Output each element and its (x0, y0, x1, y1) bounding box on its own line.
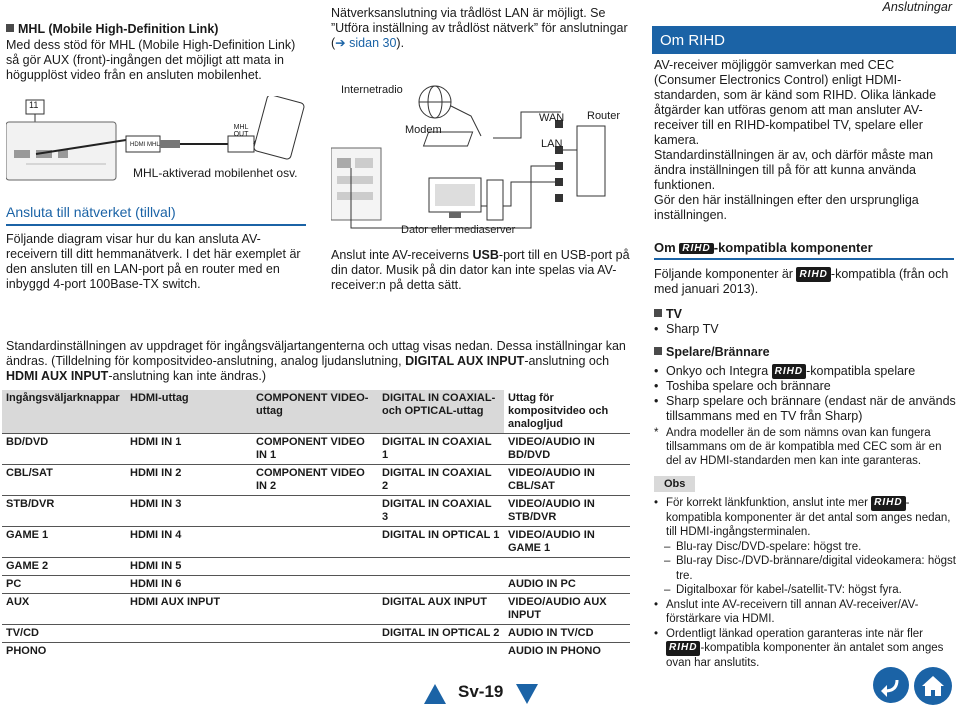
table-row (2, 434, 630, 465)
return-arrow-icon (873, 667, 909, 703)
home-button[interactable] (914, 667, 952, 705)
assignment-intro (6, 339, 630, 384)
receiver-port (14, 150, 30, 158)
link-paren: ). (396, 36, 405, 50)
table-row (2, 594, 630, 625)
receiver-port (337, 192, 373, 200)
wireless-note (331, 6, 636, 51)
table-cell: VIDEO/AUDIO AUX INPUT (504, 594, 630, 625)
rihd-description (654, 58, 954, 223)
square-bullet-icon (6, 24, 14, 32)
obs-list (654, 496, 956, 670)
table-cell: VIDEO/AUDIO IN CBL/SAT (504, 465, 630, 496)
table-row (2, 558, 630, 576)
table-cell: AUDIO IN TV/CD (504, 625, 630, 643)
table-cell: VIDEO/AUDIO IN STB/DVR (504, 496, 630, 527)
compat-heading-pre: Om (654, 240, 680, 255)
device-caption: MHL-aktiverad mobilenhet osv. (133, 166, 298, 180)
table-header: HDMI-uttag (126, 390, 252, 434)
table-cell: GAME 1 (2, 527, 126, 558)
compat-list (654, 307, 956, 468)
wan-label: WAN (539, 112, 565, 124)
wireless-note-line2: ”Utföra inställning av trådlöst nätverk” för anslutningar (331, 21, 628, 35)
list-item (654, 364, 956, 379)
player-heading (654, 345, 956, 360)
table-cell: HDMI IN 5 (126, 558, 252, 576)
table-cell: AUDIO IN PC (504, 576, 630, 594)
table-cell: HDMI IN 2 (126, 465, 252, 496)
assignment-intro-1: Standardinställningen av uppdraget för ingångsväljartangenterna och uttag visas nedan. Dessa inställningar kan ändras. (Tilldelning för kompositvideo-anslutning, analog ljudanslutning, (6, 339, 626, 368)
table-cell (252, 643, 378, 661)
table-cell: PC (2, 576, 126, 594)
assignment-table (2, 390, 630, 660)
list-item: • Sharp spelare och brännare (endast när de används tillsammans med en TV från Sharp) (654, 394, 956, 424)
rihd-logo-icon: RIHD (666, 641, 700, 656)
table-header: Uttag för kompositvideo och analogljud (504, 390, 630, 434)
mhl-text: Med dess stöd för MHL (Mobile High-Definition Link) så gör AUX (front)-ingången det möjligt att mata in högupplöst video från en ansluten mobilenhet. (6, 38, 296, 82)
table-cell: TV/CD (2, 625, 126, 643)
table-cell: STB/DVR (2, 496, 126, 527)
table-cell: COMPONENT VIDEO IN 2 (252, 465, 378, 496)
network-intro: Följande diagram visar hur du kan ansluta AV-receivern till ditt hemmanätverk. I det här exemplet är den ansluten till en LAN-port på en router med en inbyggd 4-port 100Base-TX switch. (6, 232, 301, 291)
table-cell (126, 625, 252, 643)
list-item: • Toshiba spelare och brännare (654, 379, 956, 394)
table-cell (252, 594, 378, 625)
table-cell: GAME 2 (2, 558, 126, 576)
assignment-intro-bold-2: HDMI AUX INPUT (6, 369, 109, 383)
table-cell: DIGITAL IN OPTICAL 2 (378, 625, 504, 643)
table-row (2, 643, 630, 661)
compat-heading-post: -kompatibla komponenter (713, 240, 873, 255)
table-cell (378, 643, 504, 661)
table-cell (504, 558, 630, 576)
table-cell (378, 558, 504, 576)
receiver-port (355, 158, 373, 168)
player-item1-post: -kompatibla spelare (806, 364, 916, 378)
table-cell: AUX (2, 594, 126, 625)
computer-label: Dator eller mediaserver (401, 224, 516, 236)
obs-item3-post: -kompatibla komponenter än antalet som anges ovan har anslutits. (666, 642, 944, 669)
table-row (2, 496, 630, 527)
internet-radio-label: Internetradio (341, 84, 403, 96)
table-header: Ingångsväljarknappar (2, 390, 126, 434)
table-header-row (2, 390, 630, 434)
assignment-intro-3: -anslutning kan inte ändras.) (108, 369, 267, 383)
table-cell: HDMI IN 3 (126, 496, 252, 527)
rihd-para2: Standardinställningen är av, och därför måste man ändra inställningen till på för att kunna använda funktionen. (654, 148, 934, 192)
back-button[interactable] (873, 667, 909, 703)
table-cell: DIGITAL IN COAXIAL 2 (378, 465, 504, 496)
lan-port (337, 158, 351, 168)
compat-intro-pre: Följande komponenter är (654, 267, 797, 281)
modem-label: Modem (405, 124, 442, 136)
list-subitem: – Digitalboxar för kabel-/satellit-TV: högst fyra. (654, 583, 956, 598)
router-port-icon (555, 194, 563, 202)
list-subitem: – Blu-ray Disc/DVD-spelare: högst tre. (654, 540, 956, 555)
rihd-para1: AV-receiver möjliggör samverkan med CEC (Consumer Electronics Control) enligt HDMI-standarden, som är känd som RIHD. Olika länkade åtgärder kan utföras genom att man ansluter AV-receiver till en RIHD-kompatibel TV, spelare eller kamera. (654, 58, 937, 147)
table-cell (378, 576, 504, 594)
network-heading-rule (6, 224, 306, 226)
mhl-heading (6, 22, 218, 36)
link-paren: ( (331, 36, 336, 50)
router-icon (577, 126, 605, 196)
table-row (2, 465, 630, 496)
footnote: * Andra modeller än de som nämns ovan kan fungera tillsammans om de är kompatibla med CEC som är en del av HDMI-standarden men kan inte garanteras. (654, 426, 956, 468)
tv-heading (654, 307, 956, 322)
computer-stand (449, 212, 461, 218)
callout-number: 11 (29, 100, 39, 110)
list-subitem: – Blu-ray Disc-/DVD-brännare/digital videokamera: högst tre. (654, 554, 956, 583)
page-link[interactable]: sidan 30 (349, 36, 397, 50)
table-cell (252, 576, 378, 594)
compat-heading-rule (654, 258, 954, 260)
table-row (2, 576, 630, 594)
table-cell: COMPONENT VIDEO IN 1 (252, 434, 378, 465)
table-cell: HDMI IN 4 (126, 527, 252, 558)
usb-note-part1: Anslut inte AV-receiverns (331, 248, 473, 262)
table-cell: PHONO (2, 643, 126, 661)
cable-segment (160, 140, 180, 148)
compat-intro-post: -kompatibla (från och med januari 2013). (654, 267, 949, 296)
table-cell: HDMI IN 6 (126, 576, 252, 594)
port-label: MHL OUT (233, 124, 249, 138)
list-item: • Anslut inte AV-receivern till annan AV-receiver/AV-förstärkare via HDMI. (654, 598, 956, 627)
list-item: • Sharp TV (654, 322, 956, 337)
table-cell (252, 558, 378, 576)
network-heading: Ansluta till nätverket (tillval) (6, 204, 176, 220)
rihd-logo-icon: RIHD (871, 496, 905, 511)
player-item1-pre: Onkyo och Integra (666, 364, 772, 378)
table-cell: DIGITAL AUX INPUT (378, 594, 504, 625)
assignment-intro-2: -anslutning och (524, 354, 610, 368)
router-label: Router (587, 110, 621, 122)
table-cell (126, 643, 252, 661)
player-heading-text: Spelare/Brännare (666, 345, 770, 359)
square-bullet-icon (654, 309, 662, 317)
usb-note (331, 248, 636, 293)
rihd-logo-icon: RIHD (679, 243, 713, 254)
table-cell: HDMI IN 1 (126, 434, 252, 465)
compat-intro (654, 267, 954, 297)
obs-item1-pre: För korrekt länkfunktion, anslut inte mer (666, 497, 872, 509)
router-port-icon (555, 162, 563, 170)
table-cell (252, 527, 378, 558)
page-number: Sv-19 (458, 682, 504, 701)
table-cell: BD/DVD (2, 434, 126, 465)
wireless-note-line1: Nätverksanslutning via trådlöst LAN är möjligt. Se (331, 6, 606, 20)
computer-screen (435, 184, 475, 206)
table-cell: CBL/SAT (2, 465, 126, 496)
computer-tower-icon (487, 180, 503, 220)
table-row (2, 527, 630, 558)
home-icon (914, 667, 952, 705)
port-label: HDMI MHL (130, 142, 160, 148)
lan-label: LAN (541, 138, 563, 150)
table-header: COMPONENT VIDEO-uttag (252, 390, 378, 434)
table-cell: VIDEO/AUDIO IN BD/DVD (504, 434, 630, 465)
rihd-logo-icon: RIHD (796, 267, 830, 282)
mhl-diagram (6, 96, 306, 188)
section-title: Anslutningar (882, 0, 952, 14)
table-cell: HDMI AUX INPUT (126, 594, 252, 625)
mhl-heading-text: MHL (Mobile High-Definition Link) (18, 22, 219, 36)
tv-heading-text: TV (666, 307, 682, 321)
table-cell: VIDEO/AUDIO IN GAME 1 (504, 527, 630, 558)
square-bullet-icon (654, 347, 662, 355)
mobile-device-icon (253, 96, 305, 160)
mhl-plug (228, 136, 254, 152)
table-cell (252, 496, 378, 527)
link-arrow-icon: ➔ (335, 36, 346, 50)
table-row (2, 625, 630, 643)
list-item (654, 627, 956, 671)
table-header: DIGITAL IN COAXIAL- och OPTICAL-uttag (378, 390, 504, 434)
rihd-title-box: Om RIHD (652, 26, 956, 54)
network-diagram (331, 76, 636, 242)
table-cell (252, 625, 378, 643)
obs-item3-pre: Ordentligt länkad operation garanteras inte när fler (666, 627, 923, 640)
list-item (654, 496, 956, 540)
usb-note-part2: -port till en USB-port på din dator. Musik på din dator kan inte spelas via AV-receiver:n på detta sätt. (331, 248, 630, 292)
table-cell: AUDIO IN PHONO (504, 643, 630, 661)
assignment-intro-bold-1: DIGITAL AUX INPUT (405, 354, 525, 368)
table-cell: DIGITAL IN COAXIAL 3 (378, 496, 504, 527)
router-port-icon (555, 178, 563, 186)
table-cell: DIGITAL IN OPTICAL 1 (378, 527, 504, 558)
usb-note-bold: USB (472, 248, 499, 262)
next-page-icon[interactable] (516, 684, 538, 704)
rihd-para3: Gör den här inställningen efter den ursprungliga inställningen. (654, 193, 919, 222)
obs-label: Obs (654, 476, 695, 492)
network-diagram-svg (331, 76, 636, 242)
previous-page-icon[interactable] (424, 684, 446, 704)
receiver-port (337, 176, 373, 184)
obs-item1-post: -kompatibla komponenter är det antal som anges nedan, till HDMI-ingångsterminalen. (666, 497, 951, 538)
rihd-logo-icon: RIHD (772, 364, 806, 379)
table-cell: DIGITAL IN COAXIAL 1 (378, 434, 504, 465)
rihd-compat-heading (654, 240, 873, 255)
